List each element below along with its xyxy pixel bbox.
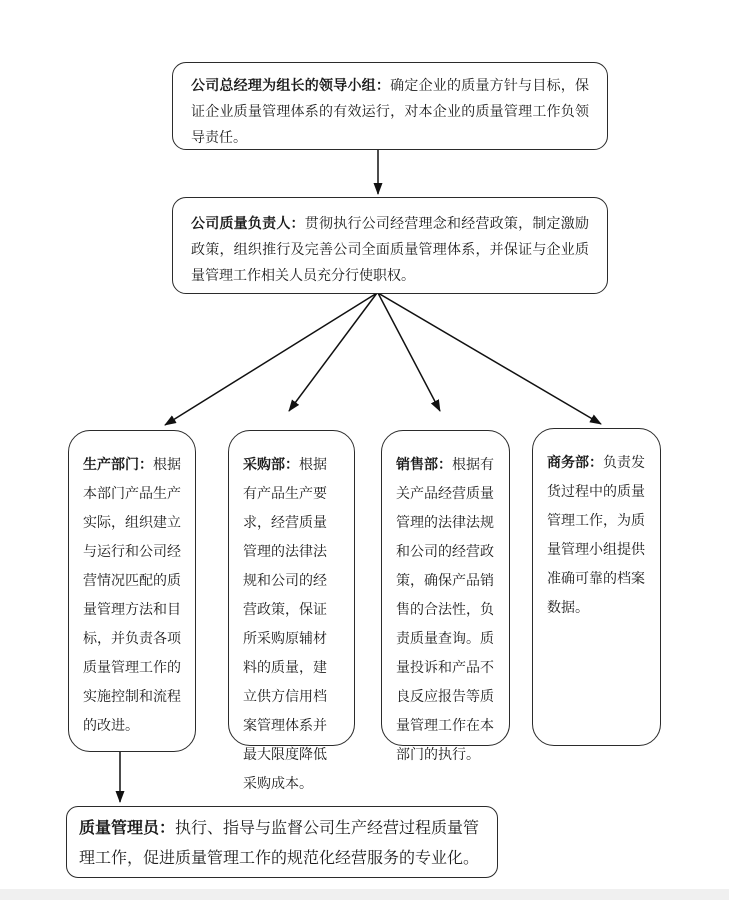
node-quality-head-title: 公司质量负责人： [191,217,305,232]
node-sales-dept [381,430,510,763]
node-purchasing-dept [228,430,355,792]
node-commerce-dept-text: 负责发货过程中的质量管理工作，为质量管理小组提供准确可靠的档案数据。 [547,456,645,616]
node-purchasing-dept-text: 根据有产品生产要求，经营质量管理的法律法规和公司的经营政策，保证所采购原辅材料的质量，建立供方信用档案管理体系并最大限度降低采购成本。 [243,458,327,792]
edge-quality-head-to-production [165,293,377,425]
node-commerce-dept [532,428,661,746]
edge-quality-head-to-sales [378,293,440,411]
node-leadership-group-title: 公司总经理为组长的领导小组： [191,79,391,94]
node-commerce-dept-title: 商务部： [547,456,603,471]
edge-quality-head-to-commerce [378,293,601,424]
node-sales-dept-title: 销售部： [396,458,452,473]
node-quality-admin [66,806,498,878]
node-quality-head [172,197,608,294]
node-leadership-group [172,62,608,150]
edge-quality-head-to-purchasing [289,293,377,411]
node-production-dept-text: 根据本部门产品生产实际，组织建立与运行和公司经营情况匹配的质量管理方法和目标，并负责各项质量管理工作的实施控制和流程的改进。 [83,458,181,734]
node-quality-admin-text: 执行、指导与监督公司生产经营过程质量管理工作，促进质量管理工作的规范化经营服务的专业化。 [79,820,480,867]
page-bottom-edge [0,889,729,900]
node-quality-admin-title: 质量管理员： [79,820,176,837]
node-production-dept-title: 生产部门： [83,458,153,473]
node-leadership-group-text: 确定企业的质量方针与目标，保证企业质量管理体系的有效运行，对本企业的质量管理工作负领导责任。 [191,79,590,146]
node-quality-head-text: 贯彻执行公司经营理念和经营政策，制定激励政策，组织推行及完善公司全面质量管理体系，并保证与企业质量管理工作相关人员充分行使职权。 [191,217,590,284]
node-purchasing-dept-title: 采购部： [243,458,299,473]
node-production-dept [68,430,196,752]
node-sales-dept-text: 根据有关产品经营质量管理的法律法规和公司的经营政策，确保产品销售的合法性，负责质量查询。质量投诉和产品不良反应报告等质量管理工作在本部门的执行。 [396,458,494,763]
